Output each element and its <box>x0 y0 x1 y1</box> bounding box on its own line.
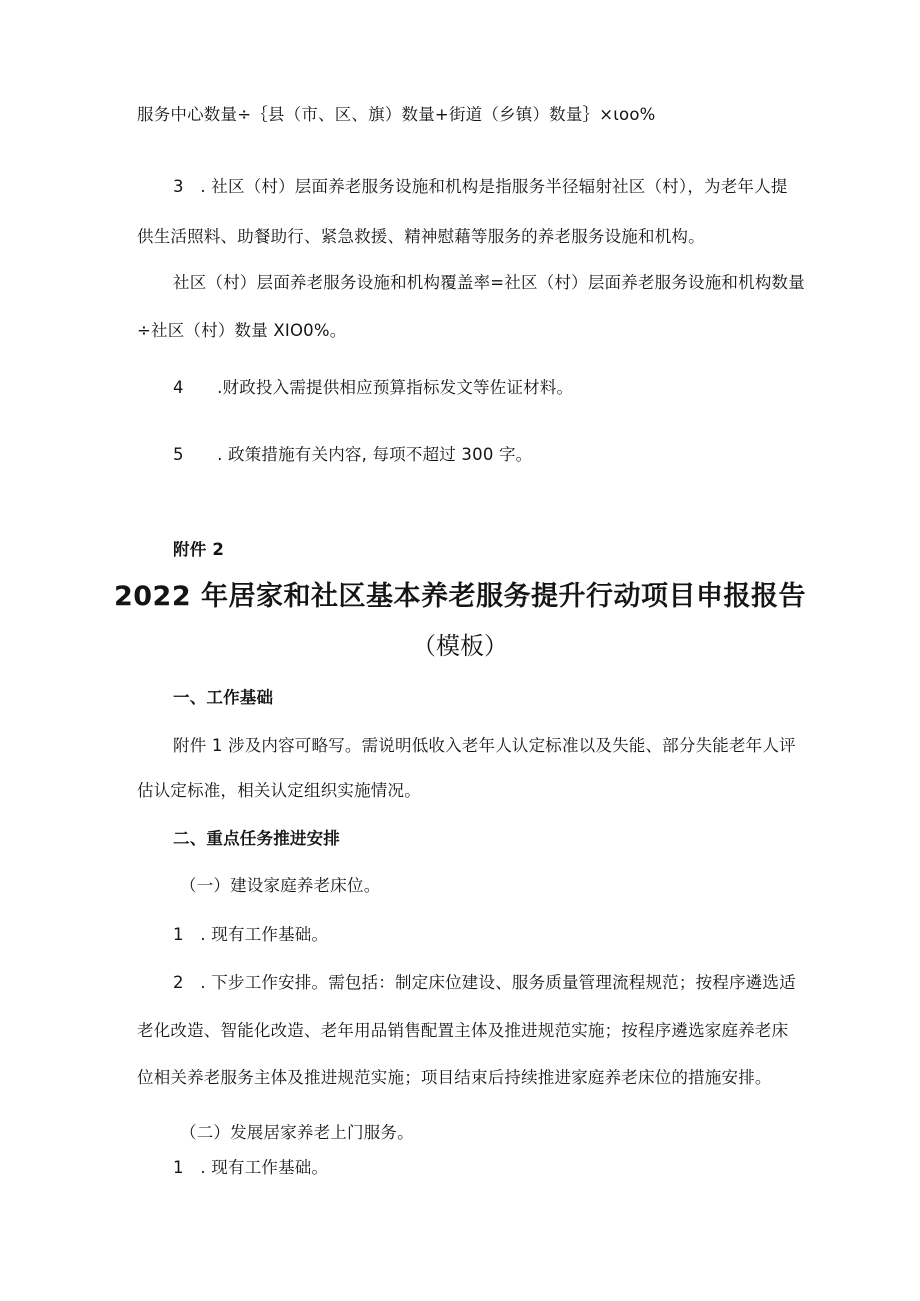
section-2-sub-1-item-2-line-3: 位相关养老服务主体及推进规范实施；项目结束后持续推进家庭养老床位的措施安排。 <box>137 1068 772 1087</box>
section-2-sub-1: （一）建设家庭养老床位。 <box>180 876 381 895</box>
formula-tail-line: 服务中心数量÷｛县（市、区、旗）数量+街道（乡镇）数量｝×ιoo% <box>137 105 656 124</box>
page-subtitle: （模板） <box>412 632 508 660</box>
section-1-para-line-1: 附件 1 涉及内容可略写。需说明低收入老年人认定标准以及失能、部分失能老年人评 <box>173 736 796 755</box>
page-title: 2022 年居家和社区基本养老服务提升行动项目申报报告 <box>113 581 807 612</box>
section-1-heading: 一、工作基础 <box>173 688 274 707</box>
coverage-rate-line-2: ÷社区（村）数量 XIO0%。 <box>137 321 347 340</box>
section-2-sub-2-item-1: 1 . 现有工作基础。 <box>173 1158 329 1177</box>
section-2-sub-1-item-2-line-1: 2 . 下步工作安排。需包括：制定床位建设、服务质量管理流程规范；按程序遴选适 <box>173 973 796 992</box>
attachment-label: 附件 2 <box>173 540 225 559</box>
item-3-line-1: 3 . 社区（村）层面养老服务设施和机构是指服务半径辐射社区（村），为老年人提 <box>173 177 788 196</box>
item-3-line-2: 供生活照料、助餐助行、紧急救援、精神慰藉等服务的养老服务设施和机构。 <box>137 227 705 246</box>
section-2-heading: 二、重点任务推进安排 <box>173 829 340 848</box>
item-4-line: 4 .财政投入需提供相应预算指标发文等佐证材料。 <box>173 378 574 397</box>
section-2-sub-1-item-2-line-2: 老化改造、智能化改造、老年用品销售配置主体及推进规范实施；按程序遴选家庭养老床 <box>137 1021 789 1040</box>
section-1-para-line-2: 估认定标准，相关认定组织实施情况。 <box>137 781 421 800</box>
section-2-sub-2: （二）发展居家养老上门服务。 <box>180 1123 414 1142</box>
item-5-line: 5 . 政策措施有关内容, 每项不超过 300 字。 <box>173 445 533 464</box>
section-2-sub-1-item-1: 1 . 现有工作基础。 <box>173 925 329 944</box>
coverage-rate-line-1: 社区（村）层面养老服务设施和机构覆盖率=社区（村）层面养老服务设施和机构数量 <box>173 273 805 292</box>
